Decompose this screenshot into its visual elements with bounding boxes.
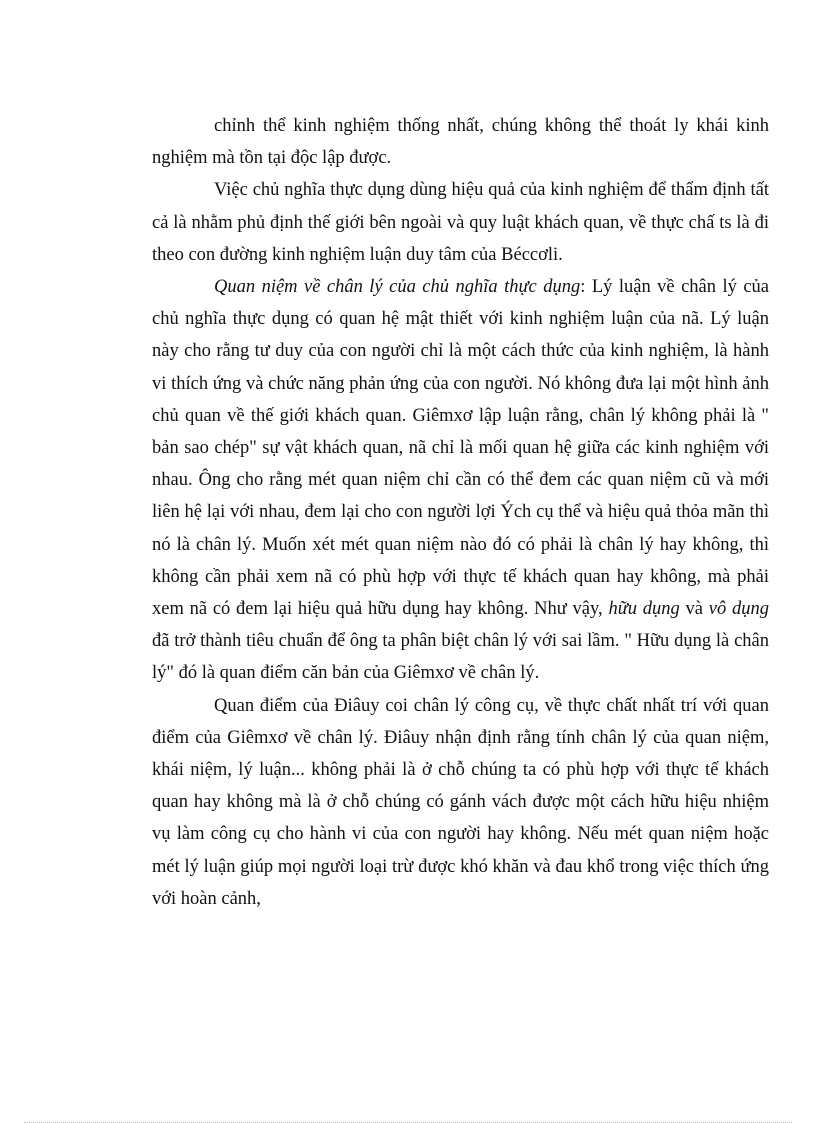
paragraph-1-text: chỉnh thể kinh nghiệm thống nhất, chúng không thể thoát ly khái kinh nghiệm mà tồn tại độc lập được. [152, 116, 769, 169]
paragraph-1 [152, 110, 769, 174]
paragraph-2 [152, 174, 769, 271]
paragraph-3-text-a: : Lý luận về chân lý của chủ nghĩa thực dụng có quan hệ mật thiết với kinh nghiệm luận của nã. Lý luận này cho rằng tư duy của con người chỉ là một cách thức của kinh nghiệm, là hành vi thích ứng và chức năng phản ứng của con người. Nó không đưa lại một hình ảnh chủ quan về thế giới khách quan. Giêmxơ lập luận rằng, chân lý không phải là " bản sao chép" sự vật khách quan, nã chỉ là mối quan hệ giữa các kinh nghiệm với nhau. Ông cho rằng mét quan niệm chỉ cần có thể đem các quan niệm cũ và mới liên hệ lại với nhau, đem lại cho con người lợi Ých cụ thể và hiệu quả thỏa mãn thì nó là chân lý. Muốn xét mét quan niệm nào đó có phải là chân lý hay không, thì không cần phải xem nã có phù hợp với thực tế khách quan hay không, mà phải xem nã có đem lại hiệu quả hữu dụng hay không. Như vậy, [152, 277, 769, 620]
paragraph-3-term-huu-dung: hữu dụng [608, 599, 680, 620]
paragraph-3-text-b: và [679, 599, 709, 620]
body-text [152, 110, 769, 915]
paragraph-4 [152, 690, 769, 915]
paragraph-3-text-c: đã trở thành tiêu chuẩn để ông ta phân biệt chân lý với sai lầm. " Hữu dụng là chân lý" đó là quan điểm căn bản của Giêmxơ về chân lý. [152, 631, 769, 684]
paragraph-2-text: Việc chủ nghĩa thực dụng dùng hiệu quả của kinh nghiệm để thẩm định tất cả là nhằm phủ định thế giới bên ngoài và quy luật khách quan, về thực chấ ts là đi theo con đường kinh nghiệm luận duy tâm của Béccơli. [152, 180, 769, 265]
paragraph-3-term-vo-dung: vô dụng [708, 599, 770, 620]
paragraph-3-heading: Quan niệm về chân lý của chủ nghĩa thực dụng [214, 277, 581, 298]
paragraph-3 [152, 271, 769, 690]
paragraph-4-text: Quan điểm của Điâuy coi chân lý công cụ, về thực chất nhất trí với quan điểm của Giêmxơ về chân lý. Điâuy nhận định rằng tính chân lý của quan niệm, khái niệm, lý luận... không phải là ở chỗ chúng ta có phù hợp với thực tế khách quan hay không mà là ở chỗ chúng có gánh vách được một cách hữu hiệu nhiệm vụ làm công cụ cho hành vi của con người hay không. Nếu mét quan niệm hoặc mét lý luận giúp mọi người loại trừ được khó khăn và đau khổ trong việc thích ứng với hoàn cảnh, [152, 695, 769, 909]
